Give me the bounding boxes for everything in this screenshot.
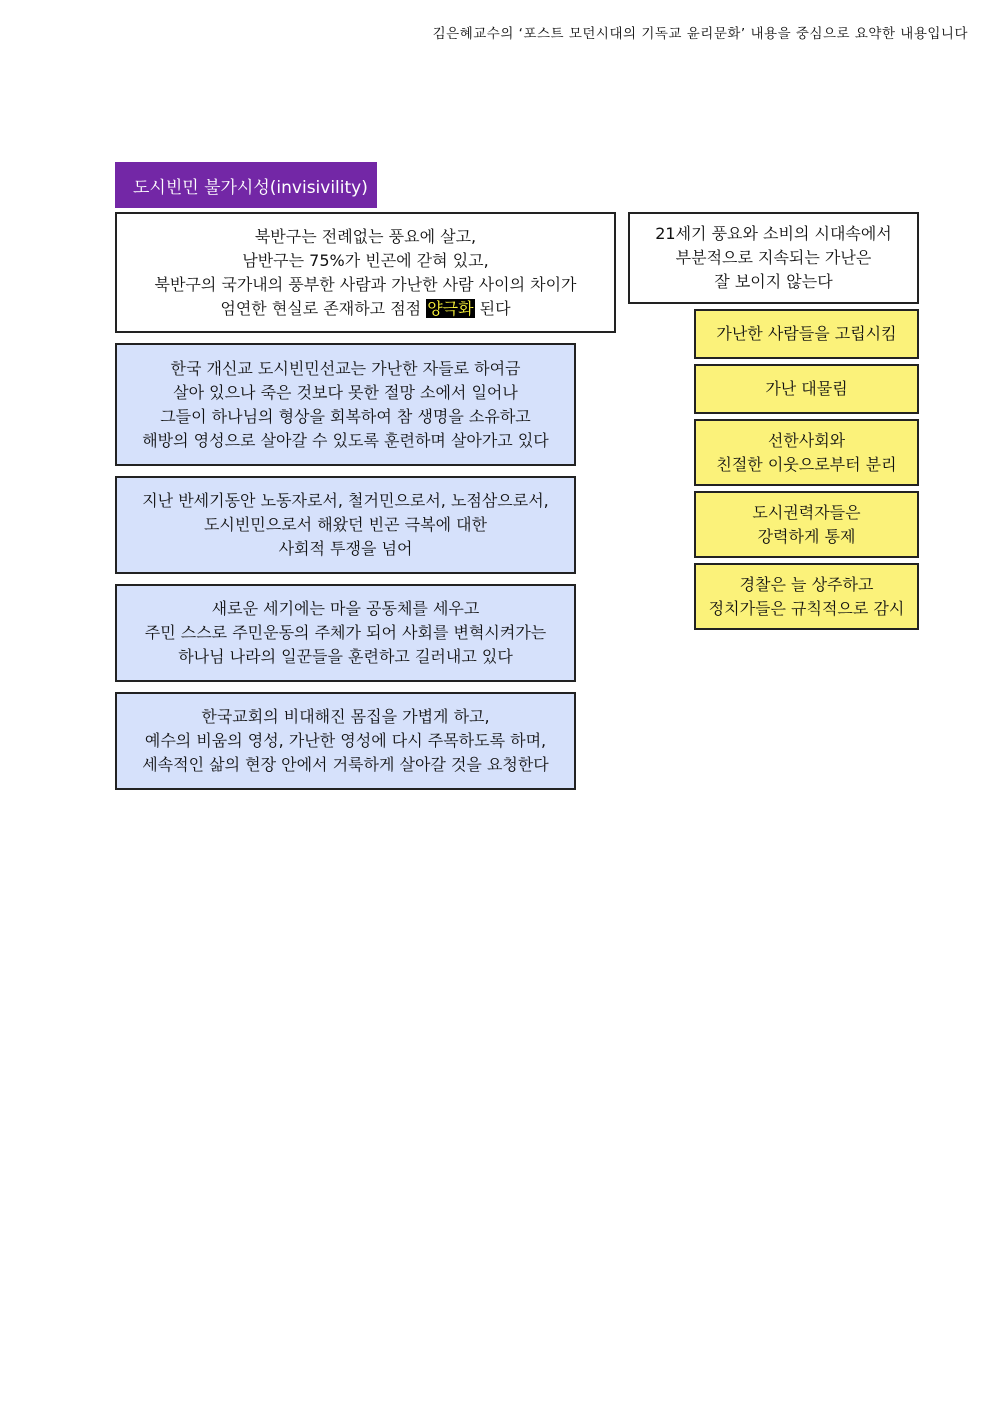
header-note: 김은혜교수의 ‘포스트 모던시대의 기독교 윤리문화’ 내용을 중심으로 요약한 내용입니다 <box>432 26 968 42</box>
box-line: 강력하게 통제 <box>757 526 856 546</box>
box-line: 가난 대물림 <box>765 379 848 398</box>
summary-last-line-before: 엄연한 현실로 존재하고 점점 <box>220 298 427 318</box>
box-line: 새로운 세기에는 마을 공동체를 세우고 <box>211 599 480 618</box>
summary-last-line <box>220 297 510 321</box>
box-line: 그들이 하나님의 형상을 회복하여 참 생명을 소유하고 <box>160 406 531 426</box>
box-line: 예수의 비움의 영성, 가난한 영성에 다시 주목하도록 하며, <box>144 731 547 750</box>
box-line: 21세기 풍요와 소비의 시대속에서 <box>655 224 892 243</box>
box-line: 지난 반세기동안 노동자로서, 철거민으로서, 노점삼으로서, <box>142 491 549 510</box>
effect-box-surveillance <box>694 563 919 630</box>
poverty-invisible-box <box>628 212 919 304</box>
box-line: 경찰은 늘 상주하고 <box>739 574 874 594</box>
summary-line: 남반구는 75%가 빈곤에 갇혀 있고, <box>242 250 489 270</box>
effect-box-isolation <box>694 309 919 359</box>
box-line: 도시빈민으로서 해왔던 빈곤 극복에 대한 <box>203 515 488 534</box>
highlighted-term: 양극화 <box>427 298 474 318</box>
box-line: 한국 개신교 도시빈민선교는 가난한 자들로 하여금 <box>170 358 521 378</box>
summary-line: 북반구는 전례없는 풍요에 살고, <box>254 226 477 246</box>
summary-line: 북반구의 국가내의 풍부한 사람과 가난한 사람 사이의 차이가 <box>154 274 577 294</box>
box-line: 친절한 이웃으로부터 분리 <box>716 454 897 474</box>
box-line: 정치가들은 규칙적으로 감시 <box>708 598 905 618</box>
box-line: 부분적으로 지속되는 가난은 <box>675 248 872 267</box>
mission-box-4 <box>115 692 576 790</box>
mission-box-1 <box>115 343 576 466</box>
summary-last-line-after: 된다 <box>474 298 511 318</box>
box-line: 해방의 영성으로 살아갈 수 있도록 훈련하며 살아가고 있다 <box>142 430 549 450</box>
box-line: 잘 보이지 않는다 <box>714 272 833 291</box>
box-line: 도시권력자들은 <box>752 502 861 522</box>
effect-box-inheritance <box>694 364 919 414</box>
box-line: 가난한 사람들을 고립시킴 <box>716 324 897 343</box>
summary-box <box>115 212 616 333</box>
box-line: 살아 있으나 죽은 것보다 못한 절망 소에서 일어나 <box>173 382 518 402</box>
mission-box-3 <box>115 584 576 682</box>
box-line: 사회적 투쟁을 넘어 <box>278 539 413 558</box>
box-line: 주민 스스로 주민운동의 주체가 되어 사회를 변혁시켜가는 <box>144 623 547 642</box>
box-line: 세속적인 삶의 현장 안에서 거룩하게 살아갈 것을 요청한다 <box>142 755 549 774</box>
effect-box-separation <box>694 419 919 486</box>
box-line: 한국교회의 비대해진 몸집을 가볍게 하고, <box>201 707 490 726</box>
effect-box-control <box>694 491 919 558</box>
section-title: 도시빈민 불가시성(invisivility) <box>115 162 377 208</box>
box-line: 하나님 나라의 일꾼들을 훈련하고 길러내고 있다 <box>178 647 513 666</box>
box-line: 선한사회와 <box>767 430 846 450</box>
mission-box-2 <box>115 476 576 574</box>
